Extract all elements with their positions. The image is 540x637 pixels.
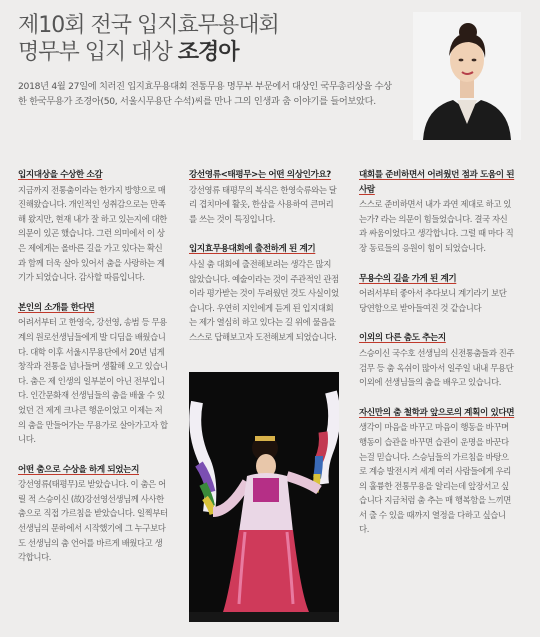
- section-heading: 본인의 소개를 한다면: [18, 302, 95, 313]
- section-body: 생각이 마음을 바꾸고 마음이 행동을 바꾸며 행동이 습관을 바꾸면 습관이 운명을 바꾼다는걸 믿습니다. 스승님들의 가르침을 바탕으로 계승 발전시켜 세계 여러 사람들에게 우리의 훌륭한 전통무용을 알리는데 앞장서고 싶습니다 지금처럼 춤 추는 매 행복함을 느끼면서 출 수 있을 때까지 열정을 다하고 싶습니다.: [359, 422, 511, 535]
- section-heading: 대회를 준비하면서 어려웠던 점과 도움이 된 사람: [359, 170, 515, 195]
- column-3: [359, 168, 515, 537]
- portrait-photo: [413, 12, 521, 140]
- section-body: 강선영류 태평무의 복식은 한영숙류와는 달리 겹치마에 활옷, 한삼을 사용하여 큰머리를 쓰는 것이 특징입니다.: [189, 184, 337, 224]
- title-line-2: [18, 39, 398, 66]
- dancer-illustration: [189, 372, 339, 622]
- dance-performance-photo: [189, 372, 339, 622]
- intro-paragraph: 2018년 4월 27일에 치러진 입지효무용대회 전통무용 명무부 부문에서 대상인 국무총리상을 수상한 한국무용가 조경아(50, 서울시무용단 수석)씨를 만나 그의 인생과 춤 이야기를 들어보았다.: [18, 81, 392, 107]
- section-body: 어려서부터 고 한영숙, 강선영, 송범 등 무용계의 원로선생님들에게 발 디딤을 배웠습니다. 대학 이후 서울시무용단에서 20년 넘게 창작과 전통을 넘나들며 생활해 오고 있습니다. 춤은 제 인생의 일부분이 아닌 전부입니다. 인간문화재 선생님들의 춤을 배울 수 있었던 건 제게 크나큰 행운이었고 이제는 저의 춤을 만들어가는 무용가로 살아가고자 합니다.: [18, 317, 168, 445]
- section-heading: 자신만의 춤 철학과 앞으로의 계획이 있다면: [359, 407, 515, 418]
- section-heading: 입지효무용대회에 출전하게 된 계기: [189, 244, 316, 255]
- portrait-illustration: [413, 12, 521, 140]
- section-body: 사실 춤 대회에 출전해보려는 생각은 많지 않았습니다. 예술이라는 것이 주관적인 관점이라 평가받는 것이 두려웠던 것도 사실이었습니다. 우연히 지인에게 듣게 된 입지대회는 제가 열심히 하고 있다는 길 위에 물음을 스스로 답해보고자 도전해보게 되었습니다.: [189, 258, 339, 342]
- section-heading: 입지대상을 수상한 소감: [18, 170, 103, 180]
- section-body: 지금까지 전통춤이라는 한가지 방향으로 매진해왔습니다. 개인적인 성취감으로는 만족해 왔지만, 현재 내가 잘 하고 있는지에 대한 의문이 있곤 했습니다. 그런 의미에서 이 상은 제에게는 올바른 길을 가고 있다는 확신과 함께 더욱 살아 있어서 춤을 사랑하는 계기가 되었습니다. 감사할 따름입니다.: [18, 184, 167, 283]
- column-2: [189, 168, 339, 345]
- section-body: 스승이신 국수호 선생님의 신전통춤들과 진주검무 등 춤 옥쉬이 많아서 일주일 내내 무용단 이외에 선생님들의 춤을 배우고 있습니다.: [359, 347, 515, 388]
- title-name: 조경아: [177, 40, 239, 65]
- column-1: [18, 168, 168, 565]
- section-body: 스스로 준비하면서 내가 과연 제대로 하고 있는가? 라는 의문이 힘들었습니다. 결국 자신과 싸움이었다고 생각합니다. 그럴 때 마다 직장 동료들의 응원이 힘이 되었습니다.: [359, 199, 514, 253]
- section-heading: 강선영류<태평무>는 어떤 의상인가요?: [189, 170, 331, 180]
- section-heading: 어떤 춤으로 수상을 하게 되었는지: [18, 464, 139, 475]
- title-prefix: 명무부 입지 대상: [18, 40, 178, 65]
- title-block: [18, 12, 398, 66]
- section-heading: 이외의 다른 춤도 추는지: [359, 333, 446, 344]
- section-heading: 무용수의 길을 가게 된 계기: [359, 273, 457, 284]
- section-body: 어려서부터 좋아서 추다보니 계기라기 보단 당연함으로 받아들여진 것 같습니다: [359, 288, 507, 313]
- title-line-1: 제10회 전국 입지효무용대회: [18, 13, 279, 38]
- section-body: 강선영류(태평무)로 받았습니다. 이 춤은 어릴 적 스승이신 (故)강선영선생님께 사사한 춤으로 직접 가르침을 받았습니다. 일찍부터 선생님의 문하에서 시작했기에 그 누구보다도 선생님의 춤 언어를 바르게 배웠다고 생각합니다.: [18, 479, 168, 563]
